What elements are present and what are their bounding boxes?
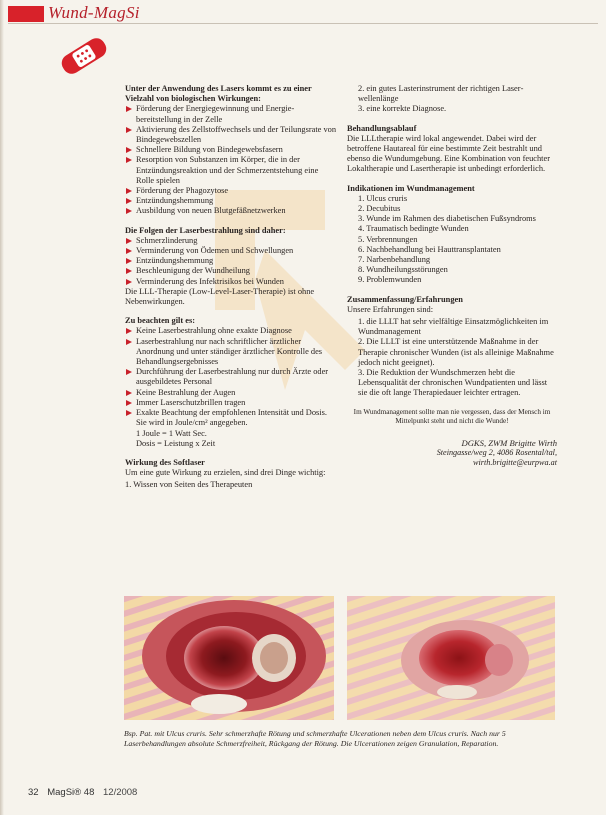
softlaser-text: Um eine gute Wirkung zu erzielen, sind drei Dinge wichtig: (125, 468, 326, 478)
formula-joule: 1 Joule = 1 Watt Sec. (136, 428, 207, 438)
triangle-bullet-icon (126, 238, 132, 244)
procedure-text: Die LLLtherapie wird lokal angewendet. Dabei wird der betroffene Hautareal für eine bestimmte Zeit bestrahlt und ebenso die Wundumgebung. Eine Kombination von feuchter Lokaltherapie und Lasertherapie ist unbedingt erforderlich. (347, 133, 551, 174)
triangle-bullet-icon (126, 258, 132, 264)
triangle-bullet-icon (126, 400, 132, 406)
header-accent-bar (8, 6, 44, 22)
right-column (347, 84, 557, 468)
list-item: Schnellere Bildung von Bindegewebsfasern (125, 145, 337, 155)
magazine-name: MagSi® 48 (47, 787, 95, 798)
list-item: 3. Wunde im Rahmen des diabetischen Fußsyndroms (358, 214, 536, 224)
triangle-bullet-icon (126, 127, 132, 133)
indications-heading: Indikationen im Wundmanagement (347, 183, 475, 193)
consequences-list (125, 236, 337, 287)
list-item: Durchführung der Laserbestrahlung nur durch Ärzte oder ausgebildetes Personal (125, 367, 337, 387)
wound-photo-after (347, 596, 555, 720)
left-column (125, 84, 337, 493)
list-item: 4. Traumatisch bedingte Wunden (358, 224, 469, 234)
list-item: Schmerzlinderung (125, 236, 337, 246)
list-item: 2. Decubitus (358, 204, 401, 214)
list-item: Keine Laserbestrahlung ohne exakte Diagnose (125, 326, 337, 336)
list-item: Aktivierung des Zellstoffwechsels und der Teilungsrate von Bindegewebszellen (125, 125, 337, 145)
list-item: Förderung der Energiegewinnung und Energiebereitstellung in der Zelle (125, 104, 337, 124)
list-item: Verminderung von Ödemen und Schwellungen (125, 246, 337, 256)
page-number: 32 (28, 787, 39, 798)
indications-list (347, 194, 557, 286)
author-name: DGKS, ZWM Brigitte Wirth (461, 437, 557, 448)
author-address: Steingasse/weg 2, 4086 Rosental/tal, (436, 447, 557, 457)
list-item: Laserbestrahlung nur nach schriftlicher ärztlicher Anordnung und unter ständiger ärztlicher Kontrolle des Behandlungsergebnisses (125, 337, 337, 368)
list-item: Keine Bestrahlung der Augen (125, 388, 337, 398)
bandage-icon (56, 34, 112, 78)
list-item: Verminderung des Infektrisikos bei Wunden (125, 277, 337, 287)
author-email[interactable]: wirth.brigitte@eurpwa.at (473, 457, 557, 467)
list-item: Förderung der Phagozytose (125, 186, 337, 196)
list-item: Ausbildung von neuen Blutgefäßnetzwerken (125, 206, 337, 216)
caution-list (125, 326, 337, 428)
triangle-bullet-icon (126, 339, 132, 345)
triangle-bullet-icon (126, 410, 132, 416)
list-item: 7. Narbenbehandlung (358, 255, 431, 265)
list-item: 1. die LLLT hat sehr vielfältige Einsatzmöglichkeiten im Wundmanagement (358, 317, 549, 337)
list-item: Entzündungshemmung (125, 256, 337, 266)
list-item: 3. Die Reduktion der Wundschmerzen hebt die Lebensqualität der chronischen Wundpatienten und lässt sie die oft lange Therapiedauer leichter ertragen. (358, 368, 548, 398)
summary-intro: Unsere Erfahrungen sind: (347, 304, 434, 314)
triangle-bullet-icon (126, 208, 132, 214)
photo-caption: Bsp. Pat. mit Ulcus cruris. Sehr schmerzhafte Rötung und schmerzhafte Ulcerationen neben dem Ulcus cruris. Nach nur 5 Laserbehandlungen absolute Schmerzfreiheit, Rückgang der Rötung. Die Ulcerationen zeigen Granulation, Reparation. (124, 729, 506, 748)
list-item: 2. Die LLLT ist eine unterstützende Maßnahme in der Therapie chronischer Wunden (ist als alleinige Maßnahme jedoch nicht geeignet). (358, 337, 554, 367)
list-item: 3. eine korrekte Diagnose. (358, 104, 447, 114)
triangle-bullet-icon (126, 268, 132, 274)
consequences-heading: Die Folgen der Laserbestrahlung sind daher: (125, 225, 286, 235)
triangle-bullet-icon (126, 369, 132, 375)
list-item: Resorption von Substanzen im Körper, die in der Entzündungsreaktion und der Schmerzentstehung eine Rolle spielen (125, 155, 337, 186)
summary-list (347, 317, 557, 399)
triangle-bullet-icon (126, 248, 132, 254)
softlaser-heading: Wirkung des Softlaser (125, 457, 205, 467)
page-binding-shadow (0, 0, 4, 815)
header-rule (8, 23, 598, 24)
requirements-list-cont (347, 84, 557, 115)
triangle-bullet-icon (126, 279, 132, 285)
issue-date: 12/2008 (103, 787, 138, 798)
formula-dose: Dosis = Leistung x Zeit (136, 438, 216, 448)
triangle-bullet-icon (126, 188, 132, 194)
list-item: Entzündungshemmung (125, 196, 337, 206)
effects-heading: Unter der Anwendung des Lasers kommt es zu einer Vielzahl von biologischen Wirkungen: (125, 84, 312, 104)
list-item: Beschleunigung der Wundheilung (125, 266, 337, 276)
caution-heading: Zu beachten gilt es: (125, 316, 196, 326)
lll-note: Die LLL-Therapie (Low-Level-Laser-Therapie) ist ohne Nebenwirkungen. (125, 286, 315, 307)
triangle-bullet-icon (126, 328, 132, 334)
procedure-heading: Behandlungsablauf (347, 123, 417, 133)
list-item: 2. ein gutes Lasterinstrument der richtigen Laserwellenlänge (358, 84, 524, 104)
softlaser-item-1: 1. Wissen von Seiten des Therapeuten (125, 480, 253, 490)
list-item: 9. Problemwunden (358, 275, 422, 285)
page-footer (28, 787, 143, 798)
triangle-bullet-icon (126, 157, 132, 163)
list-item: Immer Laserschutzbrillen tragen (125, 398, 337, 408)
section-title: Wund-MagSi (48, 3, 140, 22)
triangle-bullet-icon (126, 390, 132, 396)
triangle-bullet-icon (126, 106, 132, 112)
summary-note: Im Wundmanagement sollte man nie vergessen, dass der Mensch im Mittelpunkt steht und nicht die Wunde! (353, 407, 551, 425)
list-item: 5. Verbrennungen (358, 234, 418, 244)
triangle-bullet-icon (126, 147, 132, 153)
list-item: 8. Wundheilungsstörungen (358, 265, 448, 275)
list-item: Exakte Beachtung der empfohlenen Intensität und Dosis. Sie wird in Joule/cm² angegeben. (125, 408, 337, 428)
list-item: 1. Ulcus cruris (358, 193, 408, 203)
effects-list (125, 104, 337, 216)
author-block (347, 438, 557, 468)
wound-photo-before (124, 596, 334, 720)
summary-heading: Zusammenfassung/Erfahrungen (347, 294, 463, 304)
triangle-bullet-icon (126, 198, 132, 204)
list-item: 6. Nachbehandlung bei Hauttransplantaten (358, 244, 501, 254)
